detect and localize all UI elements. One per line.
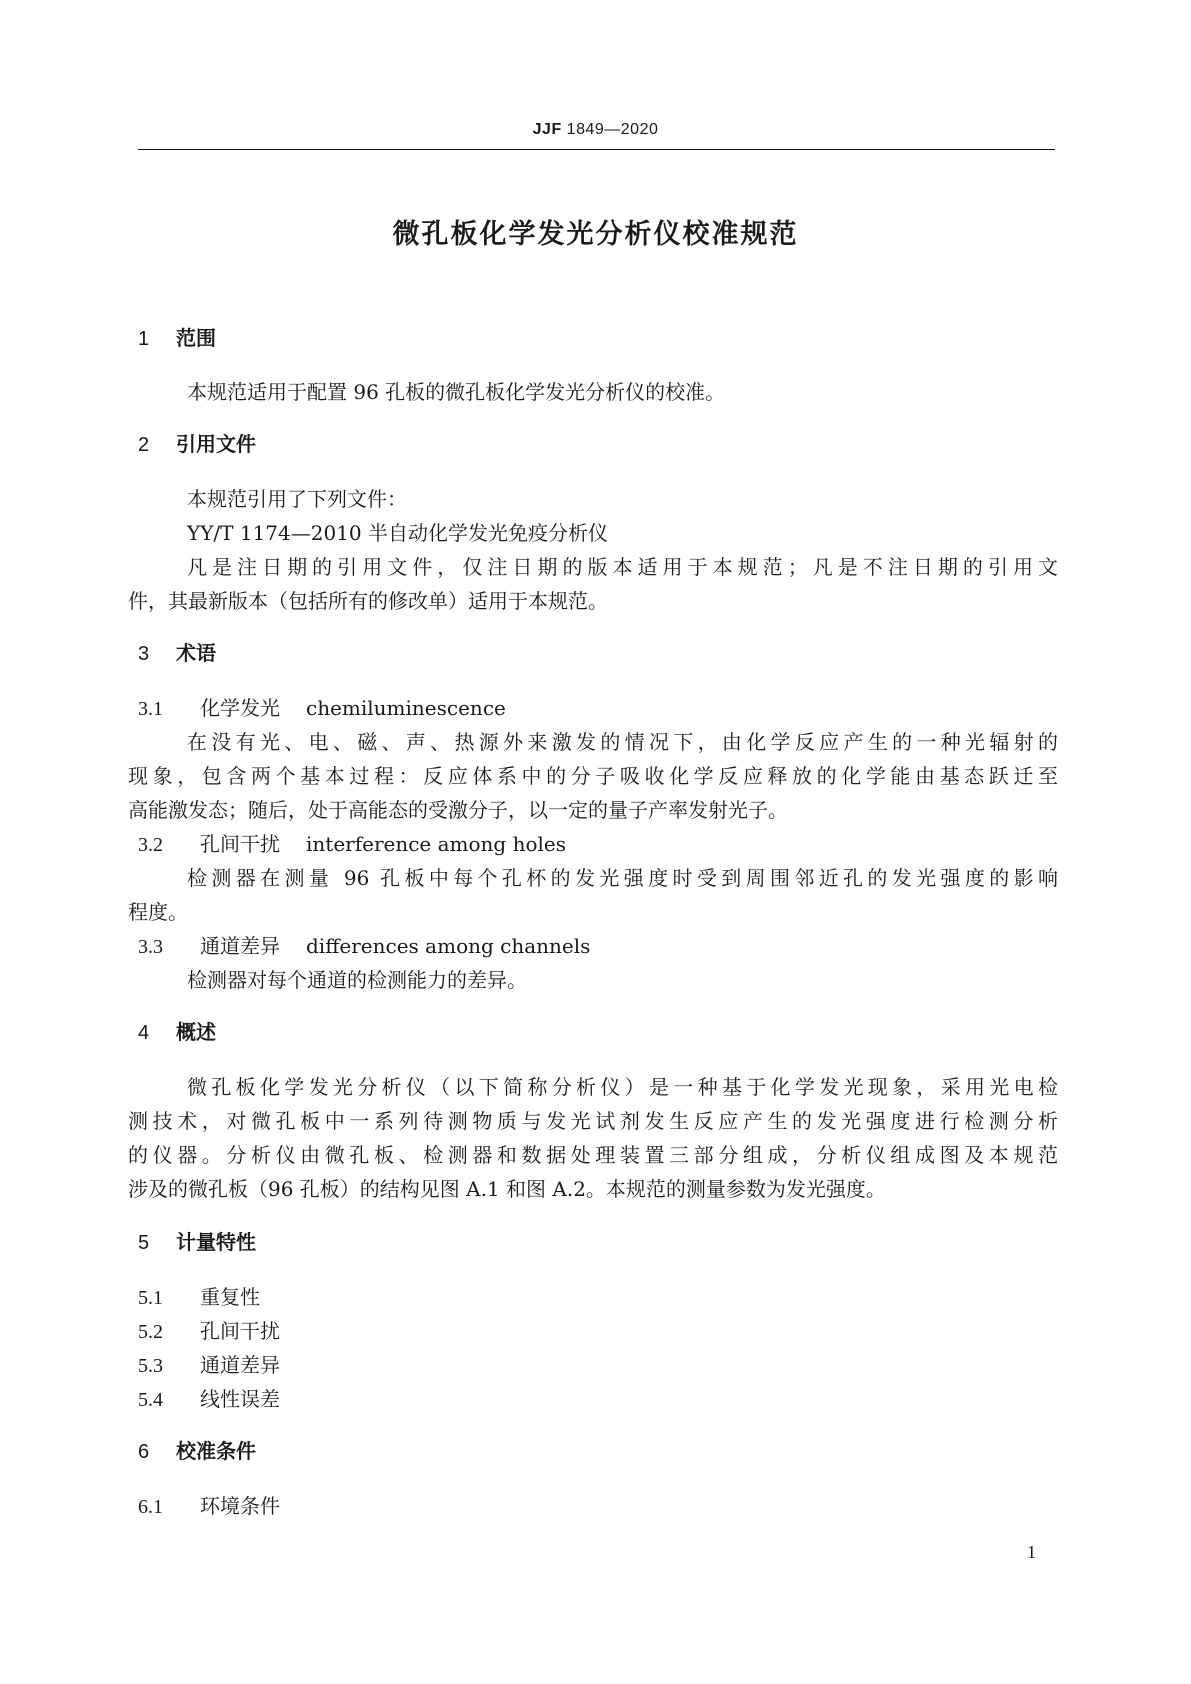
item-number: 5.4 <box>138 1389 163 1411</box>
document-code <box>0 121 1191 139</box>
term-number: 3.2 <box>138 834 163 856</box>
section-title: 计量特性 <box>176 1230 256 1254</box>
section-heading-5 <box>138 1226 256 1255</box>
section-heading-6 <box>138 1435 256 1464</box>
page-title: 微孔板化学发光分析仪校准规范 <box>392 219 799 250</box>
term-heading-3-3 <box>138 930 590 959</box>
definition-line: 高能激发态；随后，处于高能态的受激分子，以一定的量子产率发射光子。 <box>128 798 788 822</box>
term-name: 化学发光 <box>200 696 280 720</box>
item-label: 重复性 <box>200 1285 260 1309</box>
paragraph-line: 的仪器。分析仪由微孔板、检测器和数据处理装置三部分组成，分析仪组成图及本规范 <box>128 1143 1058 1167</box>
list-item <box>138 1281 260 1310</box>
definition-line: 在没有光、电、磁、声、热源外来激发的情况下，由化学反应产生的一种光辐射的 <box>187 730 1058 754</box>
term-heading-3-2 <box>138 828 566 857</box>
section-number: 1 <box>138 328 150 350</box>
section-number: 4 <box>138 1022 150 1044</box>
document-code-number: 1849—2020 <box>566 121 659 138</box>
section-title: 概述 <box>176 1020 216 1044</box>
paragraph-line: 微孔板化学发光分析仪（以下简称分析仪）是一种基于化学发光现象，采用光电检 <box>187 1075 1058 1099</box>
term-number: 3.3 <box>138 936 163 958</box>
item-number: 5.1 <box>138 1287 163 1309</box>
section-title: 引用文件 <box>176 432 256 456</box>
definition-line: 检测器在测量 96 孔板中每个孔杯的发光强度时受到周围邻近孔的发光强度的影响 <box>187 866 1058 890</box>
section-heading-1 <box>138 322 216 351</box>
list-item <box>138 1315 280 1344</box>
term-english: differences among channels <box>306 934 591 958</box>
section-title: 校准条件 <box>176 1439 256 1463</box>
term-english: chemiluminescence <box>306 696 506 720</box>
term-name: 孔间干扰 <box>200 832 280 856</box>
item-label: 孔间干扰 <box>200 1319 280 1343</box>
paragraph-line: 测技术，对微孔板中一系列待测物质与发光试剂发生反应产生的发光强度进行检测分析 <box>128 1109 1058 1133</box>
item-number: 5.2 <box>138 1321 163 1343</box>
item-number: 6.1 <box>138 1496 163 1518</box>
paragraph: 本规范适用于配置 96 孔板的微孔板化学发光分析仪的校准。 <box>187 380 726 404</box>
section-heading-2 <box>138 428 256 457</box>
section-number: 5 <box>138 1232 150 1254</box>
reference-item: YY/T 1174—2010 半自动化学发光免疫分析仪 <box>187 521 608 545</box>
list-item <box>138 1383 280 1412</box>
definition-line: 程度。 <box>128 900 188 924</box>
term-number: 3.1 <box>138 698 163 720</box>
paragraph: 本规范引用了下列文件： <box>187 487 407 511</box>
section-number: 3 <box>138 643 150 665</box>
document-code-prefix: JJF <box>532 121 562 138</box>
list-item <box>138 1490 280 1519</box>
section-number: 6 <box>138 1441 150 1463</box>
paragraph-line: 凡是注日期的引用文件，仅注日期的版本适用于本规范；凡是不注日期的引用文 <box>187 555 1058 579</box>
term-heading-3-1 <box>138 692 506 721</box>
section-heading-3 <box>138 637 216 666</box>
paragraph-line: 涉及的微孔板（96 孔板）的结构见图 A.1 和图 A.2。本规范的测量参数为发光强度。 <box>128 1177 886 1201</box>
list-item <box>138 1349 280 1378</box>
section-title: 术语 <box>176 641 216 665</box>
definition-line: 检测器对每个通道的检测能力的差异。 <box>187 968 527 992</box>
item-number: 5.3 <box>138 1355 163 1377</box>
item-label: 环境条件 <box>200 1494 280 1518</box>
section-number: 2 <box>138 434 150 456</box>
paragraph-line: 件，其最新版本（包括所有的修改单）适用于本规范。 <box>128 589 608 613</box>
term-name: 通道差异 <box>200 934 280 958</box>
section-title: 范围 <box>176 326 216 350</box>
page-number: 1 <box>1027 1542 1036 1562</box>
section-heading-4 <box>138 1016 216 1045</box>
term-english: interference among holes <box>306 832 567 856</box>
header-rule <box>138 149 1055 150</box>
item-label: 通道差异 <box>200 1353 280 1377</box>
definition-line: 现象，包含两个基本过程：反应体系中的分子吸收化学反应释放的化学能由基态跃迁至 <box>128 764 1058 788</box>
item-label: 线性误差 <box>200 1387 280 1411</box>
